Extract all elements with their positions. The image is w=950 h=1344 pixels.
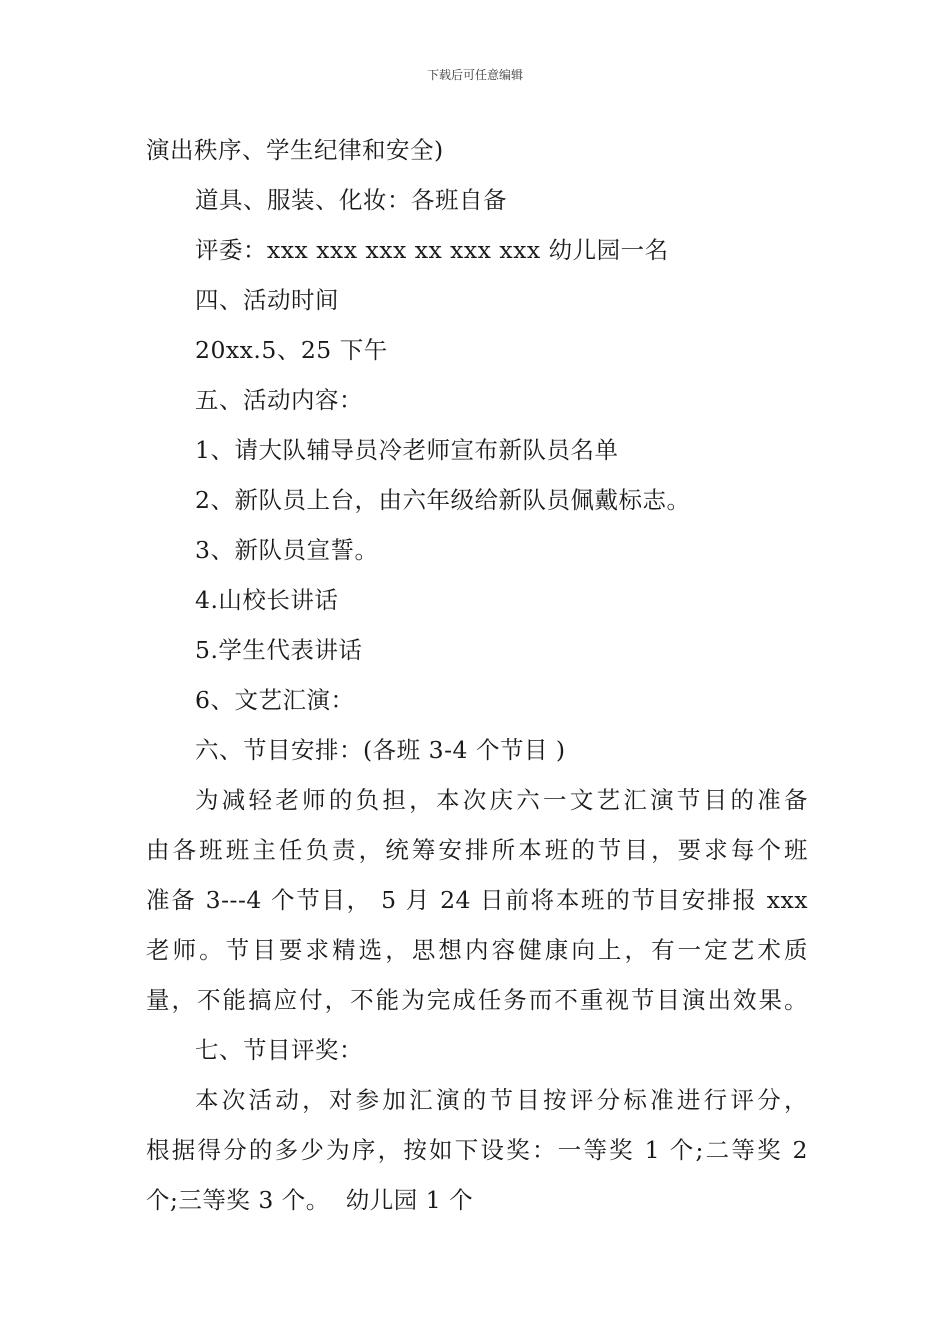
list-item: 3、新队员宣誓。 bbox=[195, 536, 379, 564]
paragraph-line: 老师。节目要求精选，思想内容健康向上，有一定艺术质 bbox=[146, 936, 808, 964]
paragraph-line: 准备 3---4 个节目， 5 月 24 日前将本班的节目安排报 xxx bbox=[146, 886, 808, 914]
list-item: 6、文艺汇演： bbox=[195, 686, 355, 714]
text-line: 评委：xxx xxx xxx xx xxx xxx 幼儿园一名 bbox=[195, 236, 669, 264]
paragraph-line: 为减轻老师的负担，本次庆六一文艺汇演节目的准备 bbox=[195, 786, 808, 814]
section-heading: 五、活动内容： bbox=[195, 386, 363, 414]
page-header-note: 下载后可任意编辑 bbox=[426, 68, 523, 82]
list-item: 4.山校长讲话 bbox=[195, 586, 339, 614]
document-body bbox=[146, 125, 808, 1225]
list-item: 5.学生代表讲话 bbox=[195, 636, 363, 664]
paragraph-line: 个;三等奖 3 个。 幼儿园 1 个 bbox=[146, 1186, 474, 1214]
list-item: 2、新队员上台，由六年级给新队员佩戴标志。 bbox=[195, 486, 691, 514]
paragraph-line: 根据得分的多少为序，按如下设奖：一等奖 1 个;二等奖 2 bbox=[146, 1136, 808, 1164]
text-line: 道具、服装、化妆：各班自备 bbox=[195, 186, 507, 214]
paragraph-line: 由各班班主任负责，统筹安排所本班的节目，要求每个班 bbox=[146, 836, 808, 864]
section-heading: 七、节目评奖： bbox=[195, 1036, 363, 1064]
text-line: 演出秩序、学生纪律和安全) bbox=[146, 136, 444, 164]
paragraph-line: 量，不能搞应付，不能为完成任务而不重视节目演出效果。 bbox=[146, 986, 808, 1014]
paragraph-line: 本次活动，对参加汇演的节目按评分标准进行评分， bbox=[195, 1086, 808, 1114]
section-heading: 六、节目安排：(各班 3-4 个节目 ) bbox=[195, 736, 566, 764]
text-line: 20xx.5、25 下午 bbox=[195, 336, 388, 364]
section-heading: 四、活动时间 bbox=[195, 286, 339, 314]
list-item: 1、请大队辅导员冷老师宣布新队员名单 bbox=[195, 436, 619, 464]
